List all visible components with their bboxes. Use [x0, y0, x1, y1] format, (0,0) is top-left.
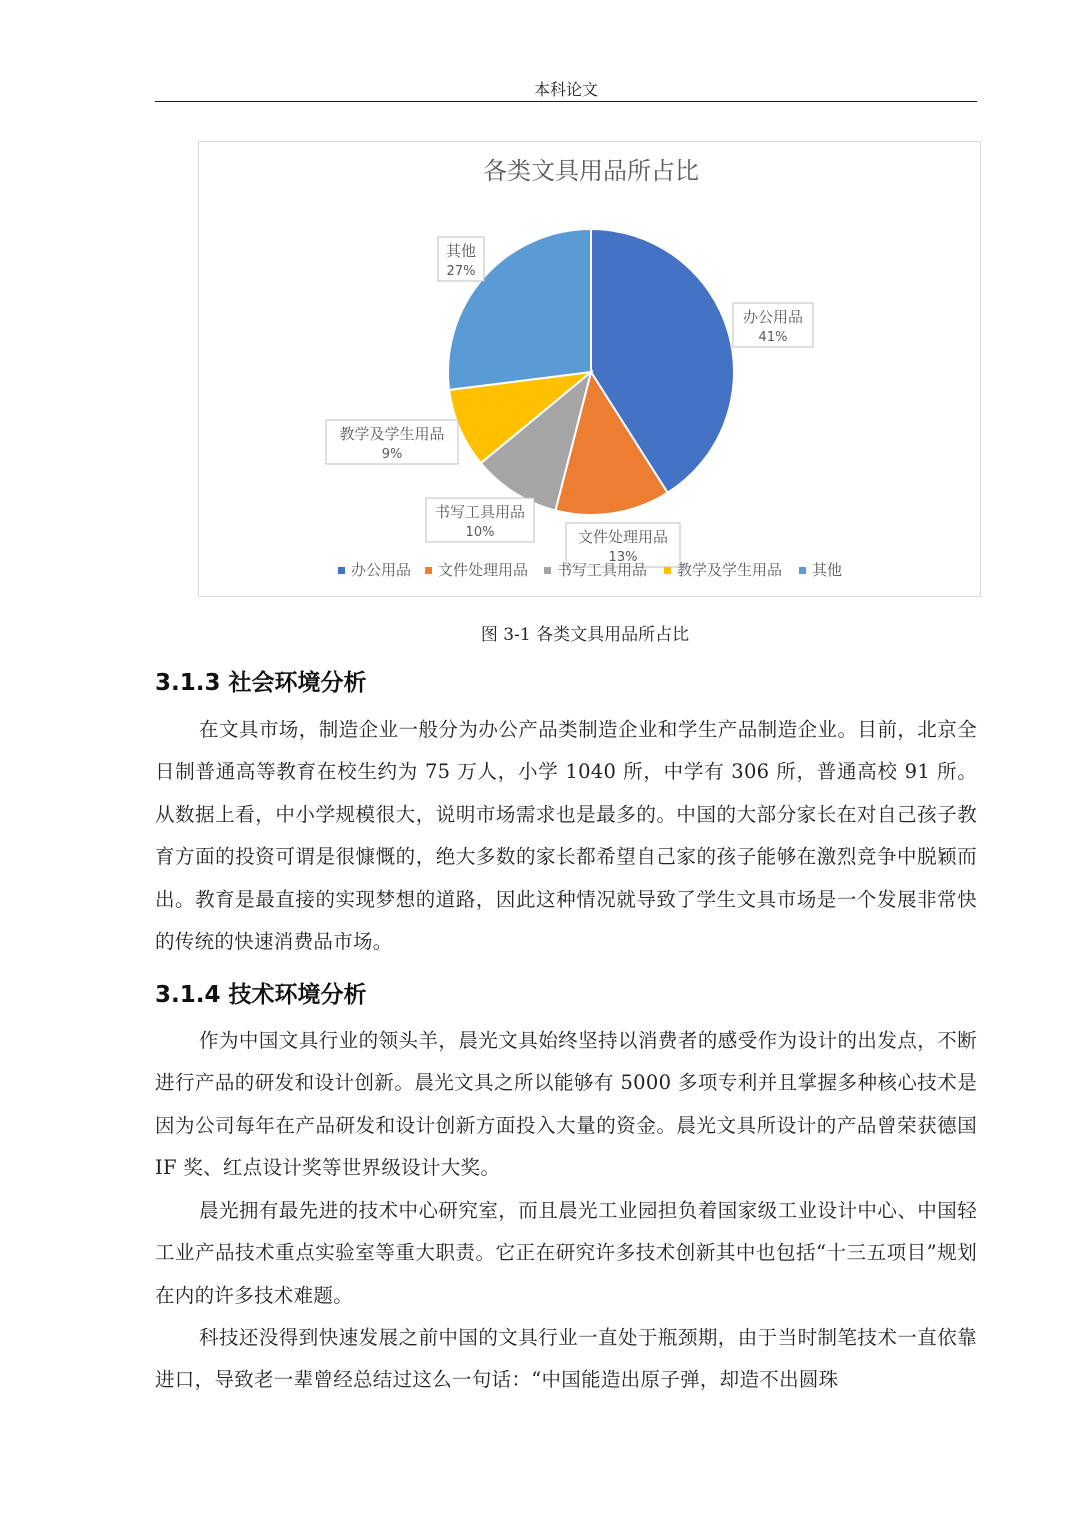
legend-item-0 — [338, 561, 411, 579]
data-label-category-4: 其他 — [445, 242, 477, 260]
figure-caption: 图 3-1 各类文具用品所占比 — [480, 625, 690, 645]
legend-swatch-0 — [338, 567, 345, 574]
section-heading-tech: 3.1.4 技术环境分析 — [155, 982, 367, 1008]
data-label-value-0: 41% — [758, 330, 788, 345]
header-rule — [155, 101, 977, 102]
data-label-category-3: 教学及学生用品 — [339, 425, 445, 443]
legend-item-2 — [544, 561, 647, 579]
pie-chart-svg — [199, 142, 982, 598]
chart-title: 各类文具用品所占比 — [483, 157, 699, 185]
data-label-value-3: 9% — [381, 447, 403, 462]
legend-swatch-4 — [799, 567, 806, 574]
paragraph-tech-2: 晨光拥有最先进的技术中心研究室，而且晨光工业园担负着国家级工业设计中心、中国轻工业产品技术重点实验室等重大职责。它正在研究许多技术创新其中也包括“十三五项目”规划在内的许多技术难题。 — [155, 1199, 977, 1307]
legend-label-1: 文件处理用品 — [438, 561, 529, 579]
legend-item-3 — [664, 561, 782, 579]
legend-swatch-1 — [425, 567, 432, 574]
legend-label-4: 其他 — [812, 561, 843, 579]
paragraph-social: 在文具市场，制造企业一般分为办公产品类制造企业和学生产品制造企业。目前，北京全日制普通高等教育在校生约为 75 万人，小学 1040 所，中学有 306 所，普通高校 91 所。从数据上看，中小学规模很大，说明市场需求也是最多的。中国的大部分家长在对自己孩子教育方面的投资可谓是很慷慨的，绝大多数的家长都希望自己家的孩子能够在激烈竞争中脱颖而出。教育是最直接的实现梦想的道路，因此这种情况就导致了学生文具市场是一个发展非常快的传统的快速消费品市场。 — [155, 718, 977, 954]
legend-swatch-2 — [544, 567, 551, 574]
paragraph-tech-3: 科技还没得到快速发展之前中国的文具行业一直处于瓶颈期，由于当时制笔技术一直依靠进口，导致老一辈曾经总结过这么一句话：“中国能造出原子弹，却造不出圆珠 — [155, 1326, 977, 1392]
data-label-0 — [733, 303, 813, 347]
data-label-value-1: 13% — [608, 550, 638, 565]
data-label-category-2: 书写工具用品 — [434, 503, 526, 521]
data-label-2 — [426, 498, 534, 542]
data-label-category-1: 文件处理用品 — [577, 528, 669, 546]
data-label-value-2: 10% — [465, 525, 495, 540]
paragraph-tech-1: 作为中国文具行业的领头羊，晨光文具始终坚持以消费者的感受作为设计的出发点，不断进行产品的研发和设计创新。晨光文具之所以能够有 5000 多项专利并且掌握多种核心技术是因为公司每年在产品研发和设计创新方面投入大量的资金。晨光文具所设计的产品曾荣获德国 IF 奖、红点设计奖等世界级设计大奖。 — [155, 1029, 977, 1180]
legend-label-2: 书写工具用品 — [557, 561, 648, 579]
page-header: 本科论文 — [533, 80, 598, 99]
data-label-value-4: 27% — [446, 264, 476, 279]
data-label-3 — [326, 420, 458, 464]
legend-label-0: 办公用品 — [351, 561, 412, 579]
section-heading-social: 3.1.3 社会环境分析 — [155, 670, 367, 696]
legend-swatch-3 — [664, 567, 671, 574]
pie-chart — [198, 141, 981, 597]
data-label-4 — [438, 237, 484, 281]
legend-item-4 — [799, 561, 842, 579]
data-label-category-0: 办公用品 — [742, 308, 804, 326]
legend-item-1 — [425, 561, 528, 579]
legend-label-3: 教学及学生用品 — [677, 561, 783, 579]
